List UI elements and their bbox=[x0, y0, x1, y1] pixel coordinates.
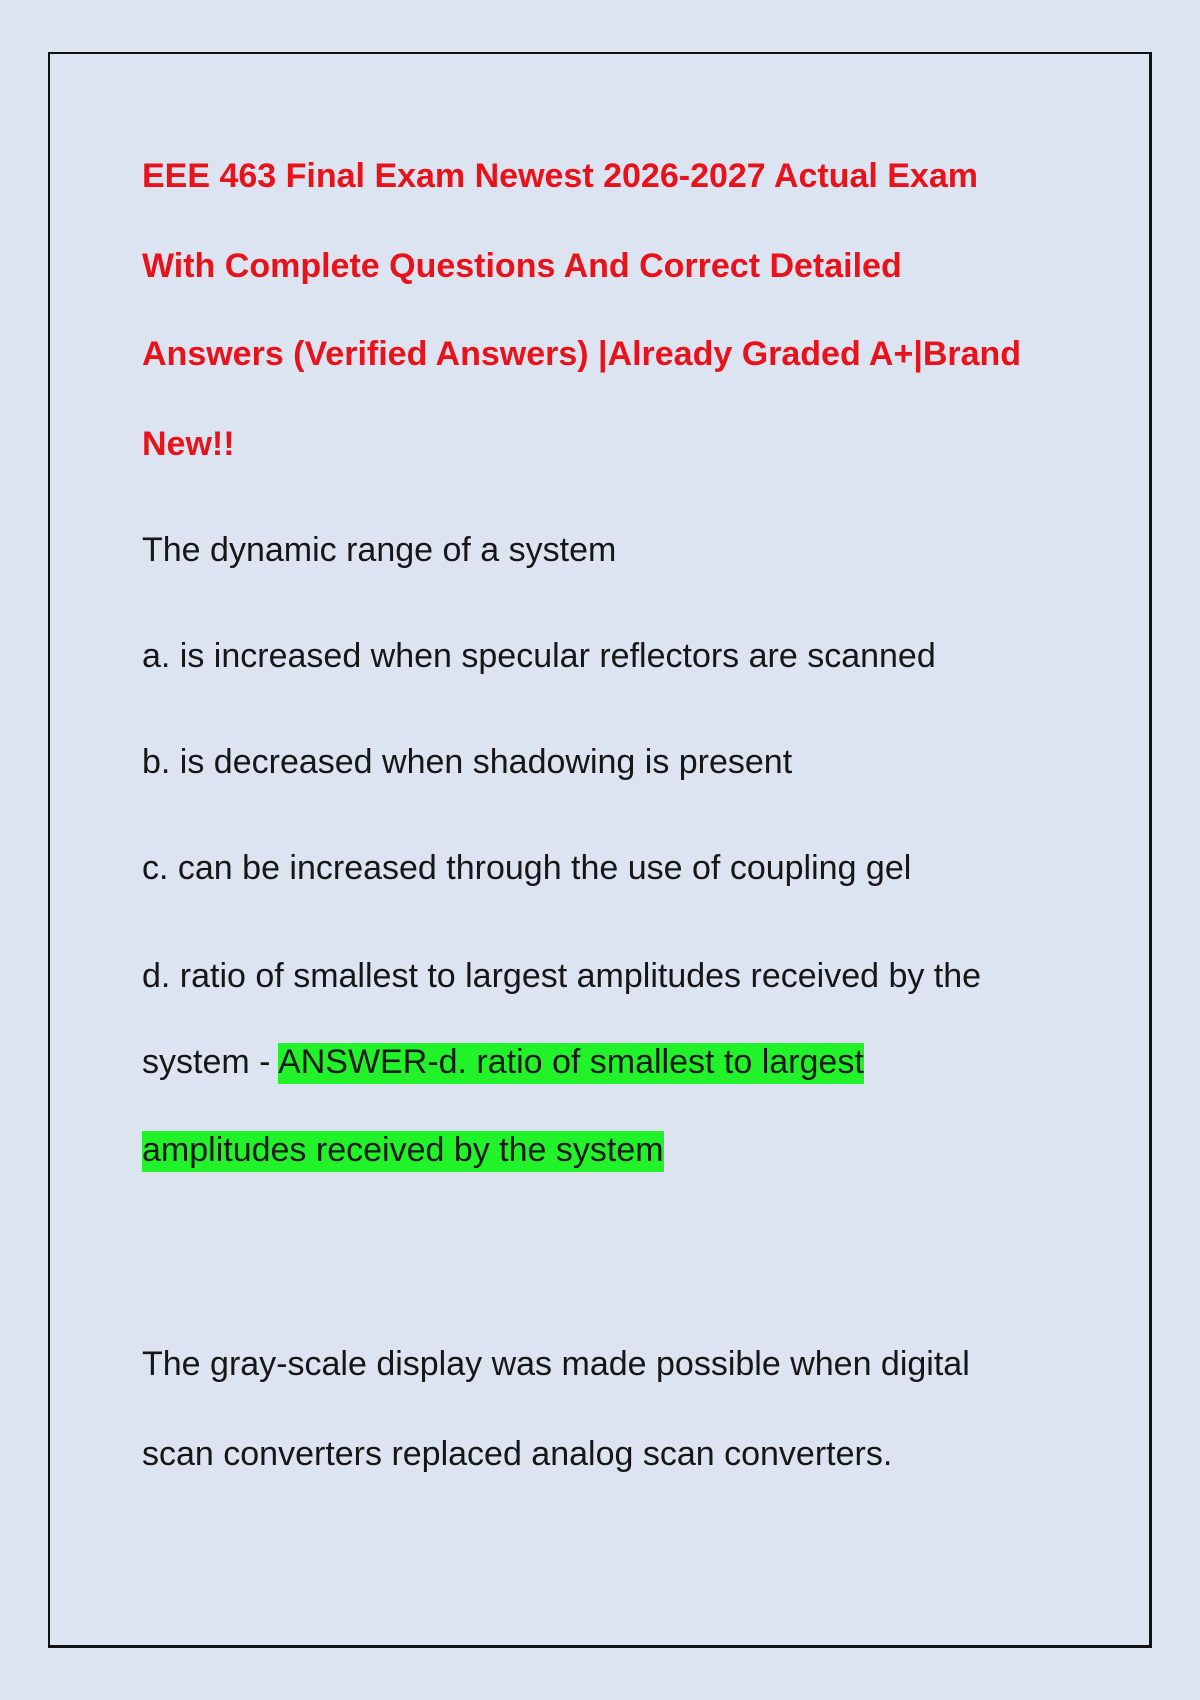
question-1-answer-line-2 bbox=[142, 1130, 664, 1170]
question-2-line-2: scan converters replaced analog scan converters. bbox=[142, 1435, 893, 1473]
question-1-option-c: c. can be increased through the use of coupling gel bbox=[142, 849, 912, 887]
document-title-line-1: EEE 463 Final Exam Newest 2026-2027 Actual Exam bbox=[142, 157, 978, 195]
question-1-option-d: d. ratio of smallest to largest amplitudes received by the bbox=[142, 957, 982, 995]
document-title-line-3: Answers (Verified Answers) |Already Graded A+|Brand bbox=[142, 335, 1022, 373]
answer-highlight-part-2: amplitudes received by the system bbox=[142, 1131, 664, 1172]
question-1-option-b: b. is decreased when shadowing is present bbox=[142, 743, 793, 781]
question-1-option-a: a. is increased when specular reflectors are scanned bbox=[142, 637, 936, 675]
document-title-line-4: New!! bbox=[142, 425, 235, 463]
document-title-line-2: With Complete Questions And Correct Detailed bbox=[142, 247, 902, 285]
question-1-answer-line bbox=[142, 1042, 864, 1082]
question-2-line-1: The gray-scale display was made possible when digital bbox=[142, 1345, 970, 1383]
option-d-continuation: system - bbox=[142, 1043, 279, 1081]
answer-highlight-part-1: ANSWER-d. ratio of smallest to largest bbox=[278, 1043, 864, 1084]
question-1-stem: The dynamic range of a system bbox=[142, 531, 617, 569]
